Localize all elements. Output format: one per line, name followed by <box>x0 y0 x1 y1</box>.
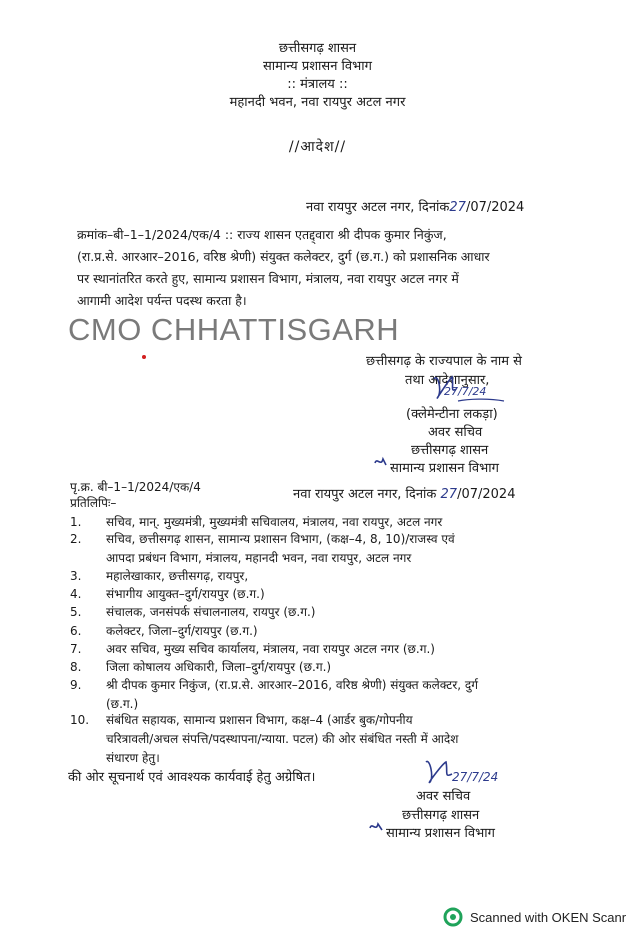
copy-item-num: 9. <box>70 678 82 692</box>
initial-mark-1 <box>373 453 389 473</box>
copy-item-line: आपदा प्रबंधन विभाग, मंत्रालय, महानदी भवन, नवा रायपुर, अटल नगर <box>106 551 412 565</box>
governor-order-line: छत्तीसगढ़ के राज्यपाल के नाम से <box>366 354 522 369</box>
order-line-3: पर स्थानांतरित करते हुए, सामान्य प्रशासन विभाग, मंत्रालय, नवा रायपुर अटल नगर में <box>77 271 459 286</box>
signatory-2-dept: सामान्य प्रशासन विभाग <box>386 826 495 841</box>
endorsement-date-rest: /07/2024 <box>457 487 516 502</box>
signatory-designation: अवर सचिव <box>428 425 483 440</box>
oken-scanner-logo-icon <box>443 907 463 927</box>
copy-item-line: सचिव, छत्तीसगढ़ शासन, सामान्य प्रशासन विभाग, (कक्ष–4, 8, 10)/राजस्व एवं <box>106 532 455 546</box>
order-date-day: 27 <box>449 200 466 215</box>
order-line-4: आगामी आदेश पर्यन्त पदस्थ करता है। <box>77 293 247 308</box>
copy-item-line: संबंधित सहायक, सामान्य प्रशासन विभाग, कक्ष–4 (आर्डर बुक/गोपनीय <box>106 713 413 727</box>
copy-item-line: अवर सचिव, मुख्य सचिव कार्यालय, मंत्रालय, नवा रायपुर अटल नगर (छ.ग.) <box>106 642 435 656</box>
copy-item-num: 2. <box>70 532 82 546</box>
order-date-rest: /07/2024 <box>465 200 525 215</box>
copy-item-line: संभागीय आयुक्त–दुर्ग/रायपुर (छ.ग.) <box>106 587 265 601</box>
order-title: //आदेश// <box>288 139 347 155</box>
copy-item-num: 4. <box>70 587 82 601</box>
copy-item-num: 1. <box>70 515 82 529</box>
header-govt: छत्तीसगढ़ शासन <box>278 41 357 56</box>
order-line-2: (रा.प्र.से. आरआर–2016, वरिष्ठ श्रेणी) संयुक्त कलेक्टर, दुर्ग (छ.ग.) को प्रशासनिक आधार <box>77 249 490 264</box>
red-dot-mark <box>142 355 146 359</box>
signature-1-date: 27/7/24 <box>444 385 487 398</box>
signatory-2-govt: छत्तीसगढ़ शासन <box>402 808 480 823</box>
copy-item-line: महालेखाकार, छत्तीसगढ़, रायपुर, <box>106 569 249 583</box>
endorsement-date-prefix: नवा रायपुर अटल नगर, दिनांक <box>293 487 437 502</box>
governor-order-line2: तथा आदेशानुसार, <box>405 373 490 388</box>
copy-item-text <box>106 567 248 586</box>
signatory-dept: सामान्य प्रशासन विभाग <box>390 461 499 476</box>
endorsement-ref: पृ.क्र. बी–1–1/2024/एक/4 <box>70 480 201 494</box>
copy-item-line: सचिव, मान्. मुख्यमंत्री, मुख्यमंत्री सचिवालय, मंत्रालय, नवा रायपुर, अटल नगर <box>106 515 443 529</box>
signatory-name: (क्लेमेन्टीना लकड़ा) <box>406 407 498 422</box>
scanner-text: Scanned with OKEN Scanr <box>470 909 627 925</box>
copy-item-text <box>106 603 316 622</box>
copy-item-line: चरित्रावली/अचल संपत्ति/पदस्थापना/न्याया. पटल) की ओर संबंधित नस्ती में आदेश <box>106 732 459 746</box>
order-paragraph <box>77 224 557 312</box>
copy-item-num: 10. <box>70 713 90 727</box>
scanner-branding <box>443 907 626 927</box>
copy-item-num: 6. <box>70 624 82 638</box>
initial-mark-2 <box>368 818 386 838</box>
copy-item-line: श्री दीपक कुमार निकुंज, (रा.प्र.से. आरआर–2016, वरिष्ठ श्रेणी) संयुक्त कलेक्टर, दुर्ग <box>106 678 479 692</box>
copy-item-line: संचालक, जनसंपर्क संचालनालय, रायपुर (छ.ग.) <box>106 605 316 619</box>
header-ministry: :: मंत्रालय :: <box>287 77 348 92</box>
header-department: सामान्य प्रशासन विभाग <box>263 59 372 74</box>
order-date-prefix: नवा रायपुर अटल नगर, दिनांक <box>306 200 450 215</box>
endorsement-dateline <box>293 484 515 502</box>
copy-item-text <box>106 640 435 659</box>
copy-item-num: 5. <box>70 605 82 619</box>
order-line-1: क्रमांक–बी–1–1/2024/एक/4 :: राज्य शासन एतद्द्वारा श्री दीपक कुमार निकुंज, <box>77 227 447 242</box>
signature-2-date: 27/7/24 <box>452 770 499 784</box>
copy-item-line: संधारण हेतु। <box>106 751 160 765</box>
copy-item-text <box>106 658 331 677</box>
copy-item-text <box>106 585 265 604</box>
signatory-govt: छत्तीसगढ़ शासन <box>411 443 489 458</box>
copy-item-line: जिला कोषालय अधिकारी, जिला–दुर्ग/रायपुर (छ.ग.) <box>106 660 332 674</box>
signatory-2-designation: अवर सचिव <box>416 789 471 804</box>
copy-item-num: 7. <box>70 642 82 656</box>
copy-label: प्रतिलिपिः– <box>70 496 117 510</box>
copy-item-text <box>106 622 258 641</box>
forwarding-note: की ओर सूचनार्थ एवं आवश्यक कार्यवाई हेतु अग्रेषित। <box>68 770 316 785</box>
order-dateline <box>306 197 524 215</box>
copy-item-line: कलेक्टर, जिला–दुर्ग/रायपुर (छ.ग.) <box>106 624 258 638</box>
copy-item-num: 3. <box>70 569 82 583</box>
copy-item-num: 8. <box>70 660 82 674</box>
copy-item-text <box>106 530 551 568</box>
header-address: महानदी भवन, नवा रायपुर अटल नगर <box>229 95 406 110</box>
endorsement-date-day: 27 <box>440 487 458 502</box>
cmo-watermark: CMO CHHATTISGARH <box>68 312 400 347</box>
copy-item-text <box>106 676 551 714</box>
copy-item-line: (छ.ग.) <box>106 697 139 711</box>
